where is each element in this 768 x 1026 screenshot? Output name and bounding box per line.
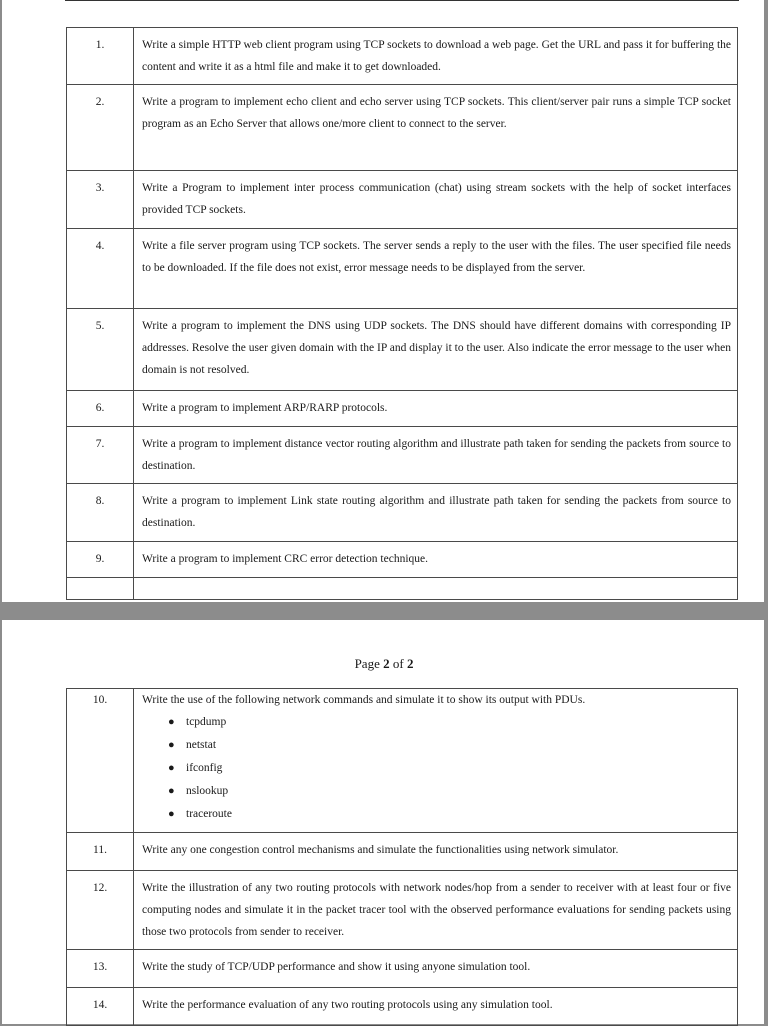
task-description: Write the study of TCP/UDP performance and show it using anyone simulation tool. — [134, 950, 738, 988]
task-description: Write any one congestion control mechanisms and simulate the functionalities using network simulator. — [134, 833, 738, 871]
table-row — [67, 85, 738, 171]
task-number: 13. — [67, 950, 134, 988]
task-description: Write a simple HTTP web client program using TCP sockets to download a web page. Get the URL and pass it for buffering the content and write it as a html file and make it to get downloaded. — [134, 28, 738, 85]
table-row — [67, 988, 738, 1026]
task-table-page-2 — [66, 688, 738, 1026]
task-number: 7. — [67, 427, 134, 484]
command-name: tcpdump — [186, 716, 227, 728]
task-number: 10. — [67, 689, 134, 833]
task-number: 11. — [67, 833, 134, 871]
task-number: 6. — [67, 391, 134, 427]
command-name: traceroute — [186, 808, 232, 820]
task-number: 8. — [67, 484, 134, 542]
page-total: 2 — [406, 656, 414, 671]
command-name: ifconfig — [186, 762, 223, 774]
task-description: Write a program to implement the DNS using UDP sockets. The DNS should have different domains with corresponding IP addresses. Resolve the user given domain with the IP and display it to the user. Also indicate the error message to the user when domain is not resolved. — [134, 309, 738, 391]
task-number: 5. — [67, 309, 134, 391]
task-description: Write a file server program using TCP sockets. The server sends a reply to the user with the files. The user specified file needs to be downloaded. If the file does not exist, error message needs to be displayed from the server. — [134, 229, 738, 309]
table-row — [67, 950, 738, 988]
bullet-icon: ● — [168, 716, 175, 728]
table-row — [67, 689, 738, 833]
task-number — [67, 578, 134, 600]
task-number: 14. — [67, 988, 134, 1026]
command-name: netstat — [186, 739, 217, 751]
task-description — [134, 578, 738, 600]
task-description: Write a program to implement CRC error detection technique. — [134, 542, 738, 578]
table-row — [67, 484, 738, 542]
table-row — [67, 542, 738, 578]
task-description: Write a program to implement Link state routing algorithm and illustrate path taken for sending the packets from source to destination. — [134, 484, 738, 542]
page-label: Page — [354, 656, 380, 671]
table-row — [67, 229, 738, 309]
list-item — [168, 734, 731, 757]
task-number: 12. — [67, 871, 134, 950]
table-row — [67, 171, 738, 229]
task-description: Write the illustration of any two routing protocols with network nodes/hop from a sender to receiver with at least four or five computing nodes and simulate it in the packet tracer tool with the observed performance evaluations for sending packets using those two protocols from sender to receiver. — [134, 871, 738, 950]
table-row — [67, 309, 738, 391]
task-description: Write the performance evaluation of any two routing protocols using any simulation tool. — [134, 988, 738, 1026]
table-row — [67, 28, 738, 85]
page-of-label: of — [392, 656, 404, 671]
task-description: Write a Program to implement inter process communication (chat) using stream sockets with the help of socket interfaces provided TCP sockets. — [134, 171, 738, 229]
task-number: 2. — [67, 85, 134, 171]
table-row — [67, 833, 738, 871]
list-item — [168, 757, 731, 780]
task-number: 9. — [67, 542, 134, 578]
task-description: Write a program to implement echo client and echo server using TCP sockets. This client/server pair runs a simple TCP socket program as an Echo Server that allows one/more client to connect to the server. — [134, 85, 738, 171]
task-intro: Write the use of the following network commands and simulate it to show its output with PDUs. — [142, 694, 586, 706]
command-name: nslookup — [186, 785, 229, 797]
task-description — [134, 689, 738, 833]
task-number: 3. — [67, 171, 134, 229]
task-description: Write a program to implement ARP/RARP protocols. — [134, 391, 738, 427]
table-row — [67, 427, 738, 484]
table-row — [67, 391, 738, 427]
task-table-page-1 — [66, 27, 738, 600]
table-top-edge — [65, 0, 739, 1]
command-list — [142, 711, 731, 826]
bullet-icon: ● — [168, 739, 175, 751]
list-item — [168, 803, 731, 826]
page-current: 2 — [383, 656, 390, 671]
task-description: Write a program to implement distance vector routing algorithm and illustrate path taken for sending the packets from source to destination. — [134, 427, 738, 484]
list-item — [168, 711, 731, 734]
task-number: 4. — [67, 229, 134, 309]
bullet-icon: ● — [168, 808, 175, 820]
bullet-icon: ● — [168, 785, 175, 797]
task-number: 1. — [67, 28, 134, 85]
list-item — [168, 780, 731, 803]
table-row — [67, 871, 738, 950]
table-row — [67, 578, 738, 600]
page-number — [0, 656, 768, 672]
bullet-icon: ● — [168, 762, 175, 774]
